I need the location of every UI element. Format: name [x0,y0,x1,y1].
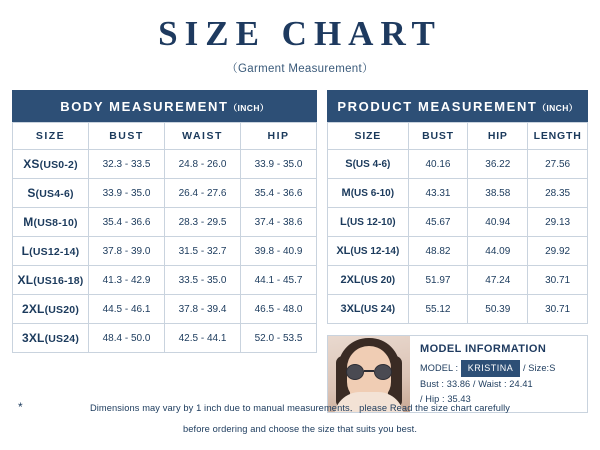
column-header-hip: HIP [468,123,528,150]
cell-waist: 31.5 - 32.7 [165,237,241,266]
cell-bust: 51.97 [408,266,468,295]
cell-size: 3XL(US 24) [328,295,409,324]
cell-size: L(US 12-10) [328,208,409,237]
table-row [328,150,588,179]
table-row [13,150,317,179]
table-row [13,208,317,237]
cell-waist: 37.8 - 39.4 [165,295,241,324]
cell-bust: 45.67 [408,208,468,237]
cell-size: XS(US0-2) [13,150,89,179]
table-row [13,266,317,295]
column-header-size: SIZE [13,123,89,150]
cell-hip: 44.1 - 45.7 [241,266,317,295]
cell-length: 30.71 [528,295,588,324]
table-row [328,179,588,208]
cell-hip: 40.94 [468,208,528,237]
asterisk-icon: * [18,400,23,414]
product-measurement-unit: （INCH） [537,103,578,113]
body-measurement-table [12,122,317,353]
cell-waist: 24.8 - 26.0 [165,150,241,179]
sunglasses-icon [346,364,392,380]
cell-hip: 44.09 [468,237,528,266]
model-measurements-line-2: / Hip : 35.43 [420,394,471,404]
cell-bust: 44.5 - 46.1 [89,295,165,324]
body-measurement-header [12,90,317,122]
cell-hip: 36.22 [468,150,528,179]
cell-length: 30.71 [528,266,588,295]
model-measurements-line-1: Bust : 33.86 / Waist : 24.41 [420,379,533,389]
table-row [13,324,317,353]
column-header-waist: WAIST [165,123,241,150]
table-header-row [13,123,317,150]
footnote-line-1: Dimensions may vary by 1 inch due to manual measurements．please Read the size chart carefully [89,403,511,413]
footnote [0,400,600,434]
product-measurement-header [327,90,588,122]
cell-waist: 26.4 - 27.6 [165,179,241,208]
cell-size: M(US8-10) [13,208,89,237]
cell-size: 2XL(US20) [13,295,89,324]
tables-container [0,76,600,413]
cell-size: L(US12-14) [13,237,89,266]
cell-size: S(US 4-6) [328,150,409,179]
cell-bust: 40.16 [408,150,468,179]
table-row [328,295,588,324]
cell-bust: 41.3 - 42.9 [89,266,165,295]
table-row [13,295,317,324]
table-header-row [328,123,588,150]
model-label: MODEL : [420,362,459,373]
cell-bust: 48.4 - 50.0 [89,324,165,353]
cell-length: 27.56 [528,150,588,179]
body-measurement-unit: （INCH） [228,103,269,113]
product-measurement-table [327,122,588,324]
cell-waist: 28.3 - 29.5 [165,208,241,237]
cell-length: 29.13 [528,208,588,237]
cell-size: XL(US 12-14) [328,237,409,266]
cell-length: 29.92 [528,237,588,266]
cell-bust: 43.31 [408,179,468,208]
body-measurement-section [12,90,317,353]
cell-hip: 47.24 [468,266,528,295]
cell-size: XL(US16-18) [13,266,89,295]
cell-bust: 55.12 [408,295,468,324]
body-measurement-title: BODY MEASUREMENT [60,99,229,114]
footnote-line-2: before ordering and choose the size that suits you best. [182,424,418,434]
product-measurement-title: PRODUCT MEASUREMENT [337,99,538,114]
table-row [328,266,588,295]
column-header-length: LENGTH [528,123,588,150]
cell-bust: 37.8 - 39.0 [89,237,165,266]
model-name-row [420,360,579,377]
column-header-bust: BUST [408,123,468,150]
cell-waist: 42.5 - 44.1 [165,324,241,353]
cell-length: 28.35 [528,179,588,208]
cell-hip: 46.5 - 48.0 [241,295,317,324]
cell-bust: 35.4 - 36.6 [89,208,165,237]
cell-hip: 52.0 - 53.5 [241,324,317,353]
table-row [328,237,588,266]
cell-size: 3XL(US24) [13,324,89,353]
model-info-title: MODEL INFORMATION [420,343,547,355]
table-row [328,208,588,237]
cell-hip: 38.58 [468,179,528,208]
cell-size: M(US 6-10) [328,179,409,208]
cell-bust: 33.9 - 35.0 [89,179,165,208]
table-row [13,237,317,266]
page-title: SIZE CHART [158,14,442,53]
cell-bust: 32.3 - 33.5 [89,150,165,179]
product-measurement-section [327,90,588,413]
page-subtitle: （Garment Measurement） [226,63,374,75]
column-header-bust: BUST [89,123,165,150]
cell-waist: 33.5 - 35.0 [165,266,241,295]
model-name-badge: KRISTINA [461,360,521,377]
model-size: / Size:S [522,362,556,373]
cell-hip: 33.9 - 35.0 [241,150,317,179]
cell-size: S(US4-6) [13,179,89,208]
column-header-hip: HIP [241,123,317,150]
column-header-size: SIZE [328,123,409,150]
cell-hip: 37.4 - 38.6 [241,208,317,237]
cell-size: 2XL(US 20) [328,266,409,295]
title-block [0,0,600,76]
cell-bust: 48.82 [408,237,468,266]
table-row [13,179,317,208]
cell-hip: 50.39 [468,295,528,324]
cell-hip: 35.4 - 36.6 [241,179,317,208]
cell-hip: 39.8 - 40.9 [241,237,317,266]
